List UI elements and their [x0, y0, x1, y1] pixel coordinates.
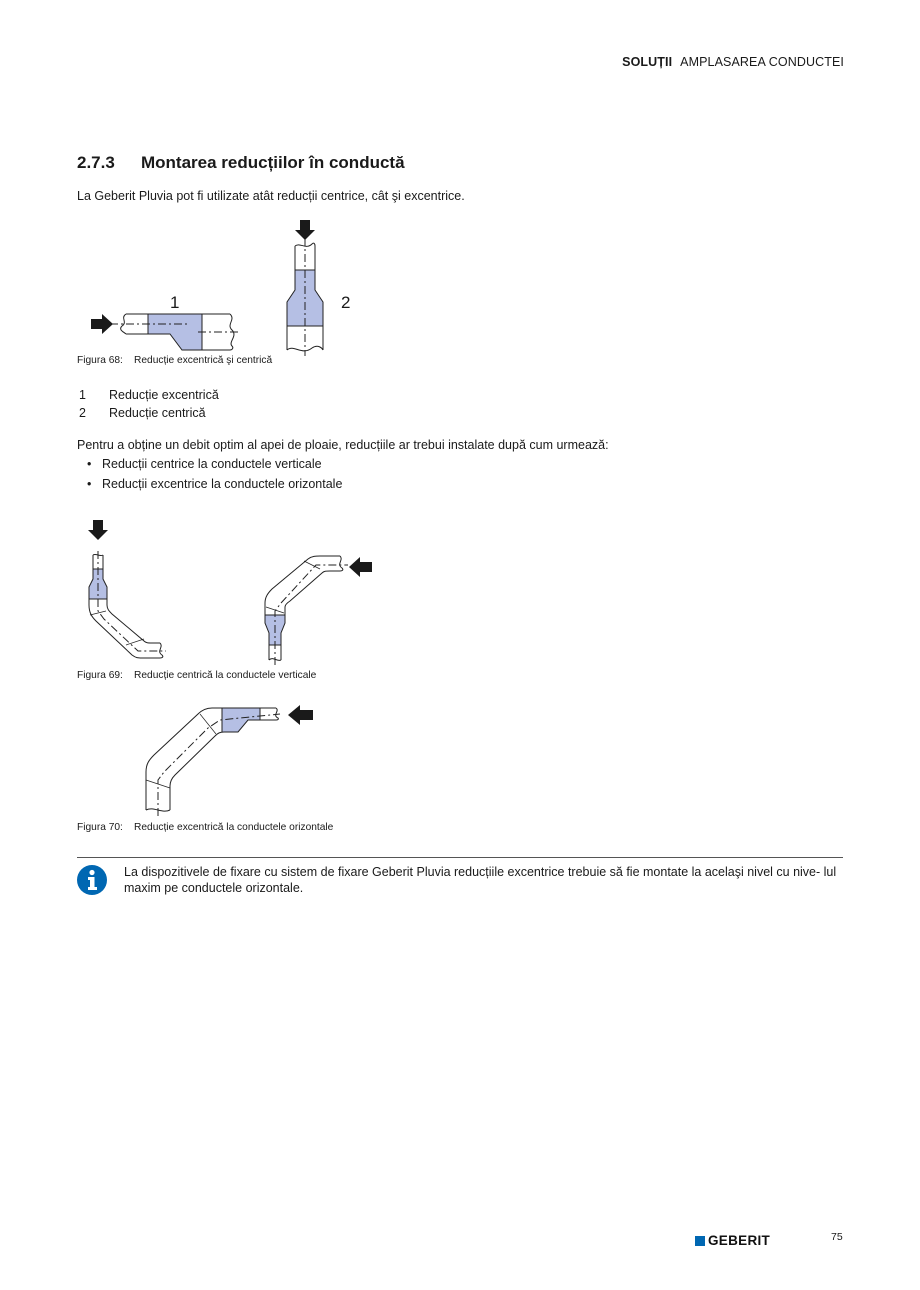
bullet-item: • Reducții excentrice la conductele orizontale — [87, 477, 343, 491]
note-divider — [77, 857, 843, 858]
flow-arrow-down-icon — [295, 220, 315, 240]
legend-item — [79, 388, 219, 402]
vertical-centric-reducer-drawing — [89, 551, 166, 658]
flow-arrow-right-icon — [91, 314, 113, 334]
paragraph-recommendation: Pentru a obține un debit optim al apei de ploaie, reducțiile ar trebui instalate după cum urmează: — [77, 438, 609, 452]
figure-70-caption-label: Figura 70: — [77, 822, 123, 833]
eccentric-reducer-drawing — [110, 314, 240, 350]
logo-square-icon — [695, 1236, 705, 1246]
header-section: SOLUȚII — [622, 55, 673, 69]
figure-69-caption-label: Figura 69: — [77, 670, 123, 681]
bullet-text: Reducții excentrice la conductele orizontale — [102, 477, 343, 491]
legend-number: 1 — [79, 388, 86, 402]
legend-text: Reducție excentrică — [109, 388, 219, 402]
intro-paragraph: La Geberit Pluvia pot fi utilizate atât reducții centrice, cât şi excentrice. — [77, 189, 465, 203]
bullet-text: Reducții centrice la conductele verticale — [102, 457, 322, 471]
bullet-item: • Reducții centrice la conductele verticale — [87, 457, 322, 471]
fig68-label-2: 2 — [341, 293, 351, 312]
page-number: 75 — [831, 1231, 843, 1243]
horizontal-eccentric-reducer-drawing — [146, 708, 280, 816]
flow-arrow-down-icon — [88, 520, 108, 540]
flow-arrow-left-icon — [288, 705, 313, 725]
running-header — [622, 55, 844, 69]
note-text: La dispozitivele de fixare cu sistem de fixare Geberit Pluvia reducțiile excentrice trebuie să fie montate la acelaşi nivel cu nive- lul maxim pe conductele orizontale. — [124, 865, 837, 895]
centric-reducer-drawing — [287, 238, 323, 356]
section-title: Montarea reducțiilor în conductă — [141, 153, 405, 172]
figure-70-caption-text: Reducție excentrică la conductele orizontale — [134, 822, 334, 833]
legend-number: 2 — [79, 406, 86, 420]
legend-text: Reducție centrică — [109, 406, 206, 420]
figure-69-caption-text: Reducție centrică la conductele verticale — [134, 670, 317, 681]
figure-68-drawing — [80, 210, 370, 360]
figure-70-drawing — [140, 698, 320, 818]
header-subsection: AMPLASAREA CONDUCTEI — [680, 55, 844, 69]
brand-name: GEBERIT — [708, 1233, 771, 1248]
vertical-centric-reducer-up-drawing — [265, 556, 348, 665]
figure-68-caption-label: Figura 68: — [77, 355, 123, 366]
figure-69-caption — [77, 670, 316, 681]
section-heading — [77, 153, 405, 173]
fig68-label-1: 1 — [170, 293, 180, 312]
figure-70-caption — [77, 822, 333, 833]
geberit-logo — [695, 1233, 770, 1248]
figure-68-caption-text: Reducție excentrică şi centrică — [134, 355, 273, 366]
flow-arrow-left-icon — [349, 557, 372, 577]
figure-69-drawing — [80, 515, 380, 665]
info-icon — [76, 864, 108, 896]
figure-68-caption — [77, 355, 272, 366]
legend-item — [79, 406, 206, 420]
section-number: 2.7.3 — [77, 153, 115, 172]
